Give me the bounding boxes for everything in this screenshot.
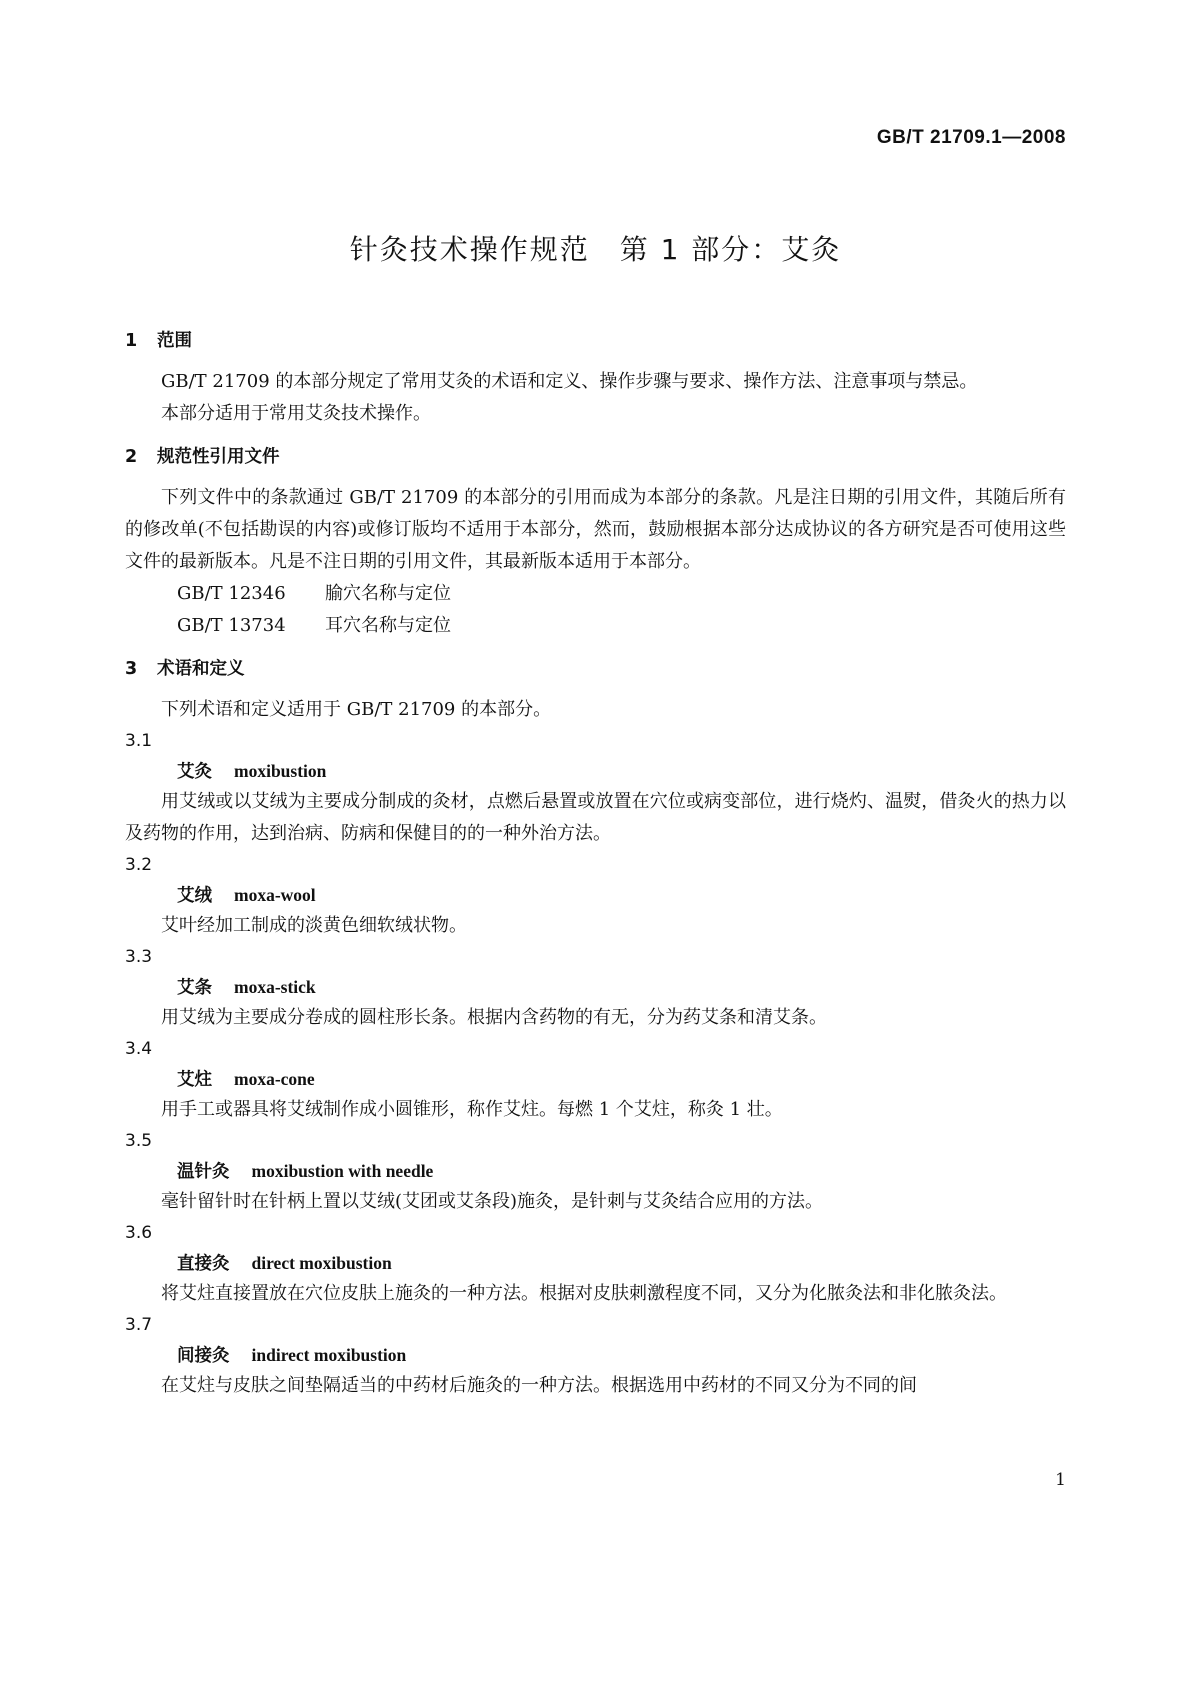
page-number: 1 xyxy=(1055,1470,1066,1490)
section-heading-terms-definitions xyxy=(125,654,1066,684)
paragraph: GB/T 21709 的本部分规定了常用艾灸的术语和定义、操作步骤与要求、操作方法、注意事项与禁忌。 xyxy=(161,371,978,392)
term-entry xyxy=(125,1218,1066,1310)
term-name xyxy=(125,880,1066,910)
term-en: moxibustion xyxy=(234,761,327,781)
term-definition: 艾叶经加工制成的淡黄色细软绒状物。 xyxy=(161,915,467,936)
reference-title: 腧穴名称与定位 xyxy=(325,583,451,604)
document-body xyxy=(125,326,1066,1402)
term-number: 3.7 xyxy=(125,1315,153,1335)
term-entry xyxy=(125,942,1066,1034)
term-zh: 艾条 xyxy=(177,978,212,998)
term-en: direct moxibustion xyxy=(251,1253,392,1273)
reference-item xyxy=(125,610,1066,642)
term-definition: 用手工或器具将艾绒制作成小圆锥形，称作艾炷。每燃 1 个艾炷，称灸 1 壮。 xyxy=(161,1099,783,1120)
term-name xyxy=(125,1064,1066,1094)
term-number: 3.4 xyxy=(125,1039,153,1059)
term-name xyxy=(125,1340,1066,1370)
term-definition: 用艾绒为主要成分卷成的圆柱形长条。根据内含药物的有无，分为药艾条和清艾条。 xyxy=(161,1007,827,1028)
section-number: 2 xyxy=(125,447,138,467)
section-number: 1 xyxy=(125,331,138,351)
term-definition: 毫针留针时在针柄上置以艾绒(艾团或艾条段)施灸，是针刺与艾灸结合应用的方法。 xyxy=(161,1191,824,1212)
section-title: 规范性引用文件 xyxy=(157,447,280,467)
paragraph: 下列术语和定义适用于 GB/T 21709 的本部分。 xyxy=(161,699,552,720)
reference-code: GB/T 13734 xyxy=(177,615,286,636)
section-heading-normative-references xyxy=(125,442,1066,472)
term-entry xyxy=(125,1034,1066,1126)
term-zh: 间接灸 xyxy=(177,1346,230,1366)
paragraph: 下列文件中的条款通过 GB/T 21709 的本部分的引用而成为本部分的条款。凡是注日期的引用文件，其随后所有的修改单(不包括勘误的内容)或修订版均不适用于本部分，然而，鼓励根据本部分达成协议的各方研究是否可使用这些文件的最新版本。凡是不注日期的引用文件，其最新版本适用于本部分。 xyxy=(125,487,1066,572)
term-entry xyxy=(125,726,1066,850)
term-name xyxy=(125,756,1066,786)
document-title: 针灸技术操作规范 第 1 部分：艾灸 xyxy=(349,233,842,266)
paragraph: 本部分适用于常用艾灸技术操作。 xyxy=(161,403,431,424)
standard-code: GB/T 21709.1—2008 xyxy=(876,127,1066,148)
term-en: indirect moxibustion xyxy=(251,1345,407,1365)
term-en: moxibustion with needle xyxy=(251,1161,434,1181)
term-number: 3.3 xyxy=(125,947,153,967)
term-en: moxa-wool xyxy=(234,885,316,905)
term-zh: 艾绒 xyxy=(177,886,212,906)
term-name xyxy=(125,1156,1066,1186)
term-definition: 用艾绒或以艾绒为主要成分制成的灸材，点燃后悬置或放置在穴位或病变部位，进行烧灼、温熨，借灸火的热力以及药物的作用，达到治病、防病和保健目的的一种外治方法。 xyxy=(125,791,1066,844)
term-zh: 温针灸 xyxy=(177,1162,230,1182)
term-zh: 直接灸 xyxy=(177,1254,230,1274)
reference-item xyxy=(125,578,1066,610)
term-en: moxa-stick xyxy=(234,977,316,997)
term-entry xyxy=(125,1310,1066,1402)
reference-code: GB/T 12346 xyxy=(177,583,286,604)
section-title: 范围 xyxy=(157,331,192,351)
term-definition: 将艾炷直接置放在穴位皮肤上施灸的一种方法。根据对皮肤刺激程度不同，又分为化脓灸法和非化脓灸法。 xyxy=(161,1283,1007,1304)
term-number: 3.1 xyxy=(125,731,153,751)
term-number: 3.2 xyxy=(125,855,153,875)
section-title: 术语和定义 xyxy=(157,659,245,679)
reference-title: 耳穴名称与定位 xyxy=(325,615,451,636)
term-name xyxy=(125,1248,1066,1278)
section-number: 3 xyxy=(125,659,138,679)
section-heading-scope xyxy=(125,326,1066,356)
term-entry xyxy=(125,850,1066,942)
term-zh: 艾灸 xyxy=(177,762,212,782)
term-zh: 艾炷 xyxy=(177,1070,212,1090)
term-entry xyxy=(125,1126,1066,1218)
term-number: 3.5 xyxy=(125,1131,153,1151)
term-definition: 在艾炷与皮肤之间垫隔适当的中药材后施灸的一种方法。根据选用中药材的不同又分为不同的间 xyxy=(161,1375,917,1396)
term-number: 3.6 xyxy=(125,1223,153,1243)
term-name xyxy=(125,972,1066,1002)
term-en: moxa-cone xyxy=(234,1069,315,1089)
